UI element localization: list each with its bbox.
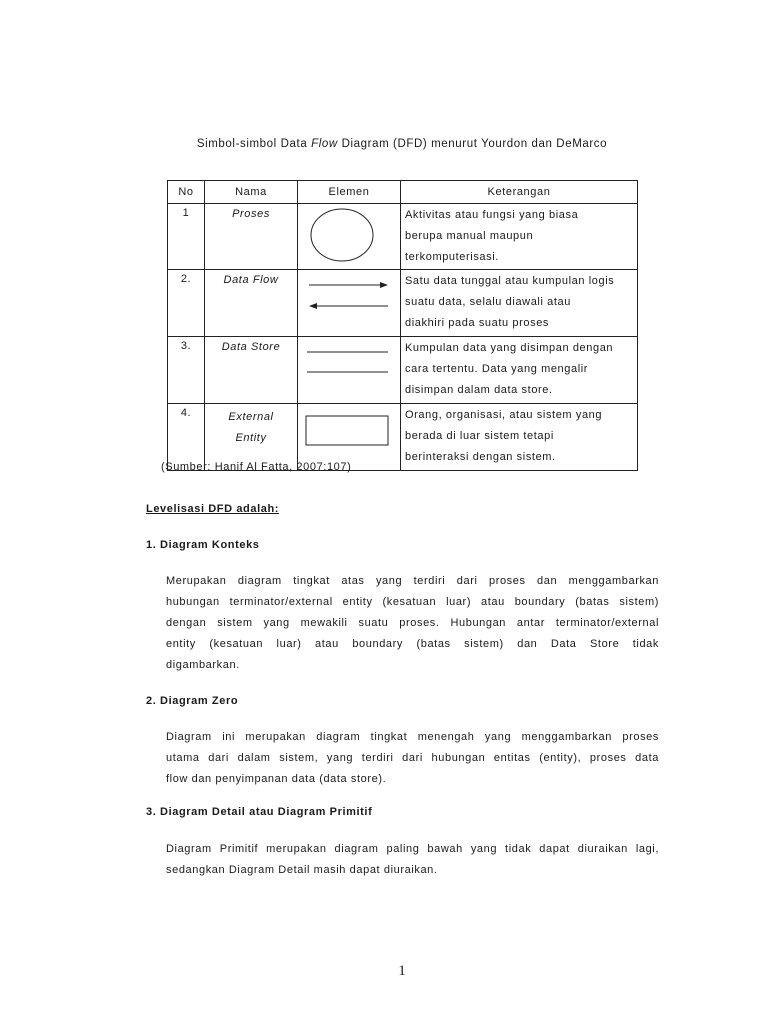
- row-keterangan: [401, 404, 638, 471]
- nama-line: External: [228, 411, 274, 423]
- row-no: 4.: [168, 404, 205, 471]
- title-text-start: Simbol-simbol Data: [196, 138, 312, 150]
- data-store-symbol-cell: [298, 337, 401, 404]
- header-keterangan: Keterangan: [401, 181, 638, 204]
- keterangan-line: terkomputerisasi.: [405, 251, 499, 263]
- table-header-row: [168, 181, 638, 204]
- external-entity-rectangle-symbol: [298, 404, 401, 467]
- paragraph-line: utama dari dalam sistem, yang terdiri dari hubungan entitas (entity), proses data: [166, 752, 659, 764]
- header-nama: Nama: [205, 181, 298, 204]
- section-heading-diagram-zero: 2. Diagram Zero: [146, 695, 239, 707]
- paragraph-line: Merupakan diagram tingkat atas yang terdiri dari proses dan menggambarkan: [166, 575, 659, 587]
- title-text-italic: Flow: [311, 138, 338, 150]
- process-symbol-cell: [298, 204, 401, 270]
- keterangan-line: suatu data, selalu diawali atau: [405, 296, 571, 308]
- paragraph-line: Diagram ini merupakan diagram tingkat menengah yang menggambarkan proses: [166, 731, 659, 743]
- paragraph-line: entity (kesatuan luar) atau boundary (batas sistem) dan Data Store tidak: [166, 638, 659, 650]
- row-no: 2.: [168, 270, 205, 337]
- paragraph-line: flow dan penyimpanan data (data store).: [166, 773, 387, 785]
- section-paragraph-diagram-detail: [166, 839, 659, 881]
- section-paragraph-diagram-konteks: [166, 571, 659, 676]
- keterangan-line: cara tertentu. Data yang mengalir: [405, 363, 589, 375]
- paragraph-line: dengan sistem yang mewakili suatu proses. Hubungan antar terminator/external: [166, 617, 659, 629]
- section-heading-diagram-detail: 3. Diagram Detail atau Diagram Primitif: [146, 806, 373, 818]
- table-source-caption: (Sumber: Hanif Al Fatta, 2007:107): [161, 461, 352, 473]
- data-flow-arrows-symbol: [298, 270, 401, 333]
- row-keterangan: [401, 337, 638, 404]
- row-keterangan: [401, 204, 638, 270]
- row-nama: Data Store: [205, 337, 298, 404]
- row-keterangan: [401, 270, 638, 337]
- keterangan-line: berupa manual maupun: [405, 230, 534, 242]
- paragraph-line: Diagram Primitif merupakan diagram paling bawah yang tidak dapat diuraikan lagi,: [166, 843, 659, 855]
- title-text-end: Diagram (DFD) menurut Yourdon dan DeMarco: [337, 138, 608, 150]
- keterangan-line: disimpan dalam data store.: [405, 384, 553, 396]
- keterangan-line: berinteraksi dengan sistem.: [405, 451, 556, 463]
- page-title: [0, 138, 768, 150]
- process-circle-symbol: [298, 204, 401, 266]
- keterangan-line: Aktivitas atau fungsi yang biasa: [405, 209, 579, 221]
- dfd-symbol-table: [167, 180, 638, 471]
- table-row: [168, 337, 638, 404]
- data-store-lines-symbol: [298, 337, 401, 400]
- header-elemen: Elemen: [298, 181, 401, 204]
- levelisasi-heading: Levelisasi DFD adalah:: [146, 503, 280, 515]
- section-paragraph-diagram-zero: [166, 727, 659, 790]
- keterangan-line: Orang, organisasi, atau sistem yang: [405, 409, 603, 421]
- table-row: [168, 270, 638, 337]
- keterangan-line: diakhiri pada suatu proses: [405, 317, 550, 329]
- data-flow-symbol-cell: [298, 270, 401, 337]
- paragraph-line: sedangkan Diagram Detail masih dapat diuraikan.: [166, 864, 438, 876]
- table-row: [168, 204, 638, 270]
- nama-line: Entity: [235, 432, 267, 444]
- paragraph-line: digambarkan.: [166, 659, 240, 671]
- header-no: No: [168, 181, 205, 204]
- row-nama: Proses: [205, 204, 298, 270]
- paragraph-line: hubungan terminator/external entity (kesatuan luar) atau boundary (batas sistem): [166, 596, 659, 608]
- row-no: 3.: [168, 337, 205, 404]
- keterangan-line: Satu data tunggal atau kumpulan logis: [405, 275, 615, 287]
- keterangan-line: Kumpulan data yang disimpan dengan: [405, 342, 614, 354]
- row-nama: Data Flow: [205, 270, 298, 337]
- section-heading-diagram-konteks: 1. Diagram Konteks: [146, 539, 260, 551]
- page-number: 1: [398, 963, 406, 979]
- row-no: 1: [168, 204, 205, 270]
- keterangan-line: berada di luar sistem tetapi: [405, 430, 554, 442]
